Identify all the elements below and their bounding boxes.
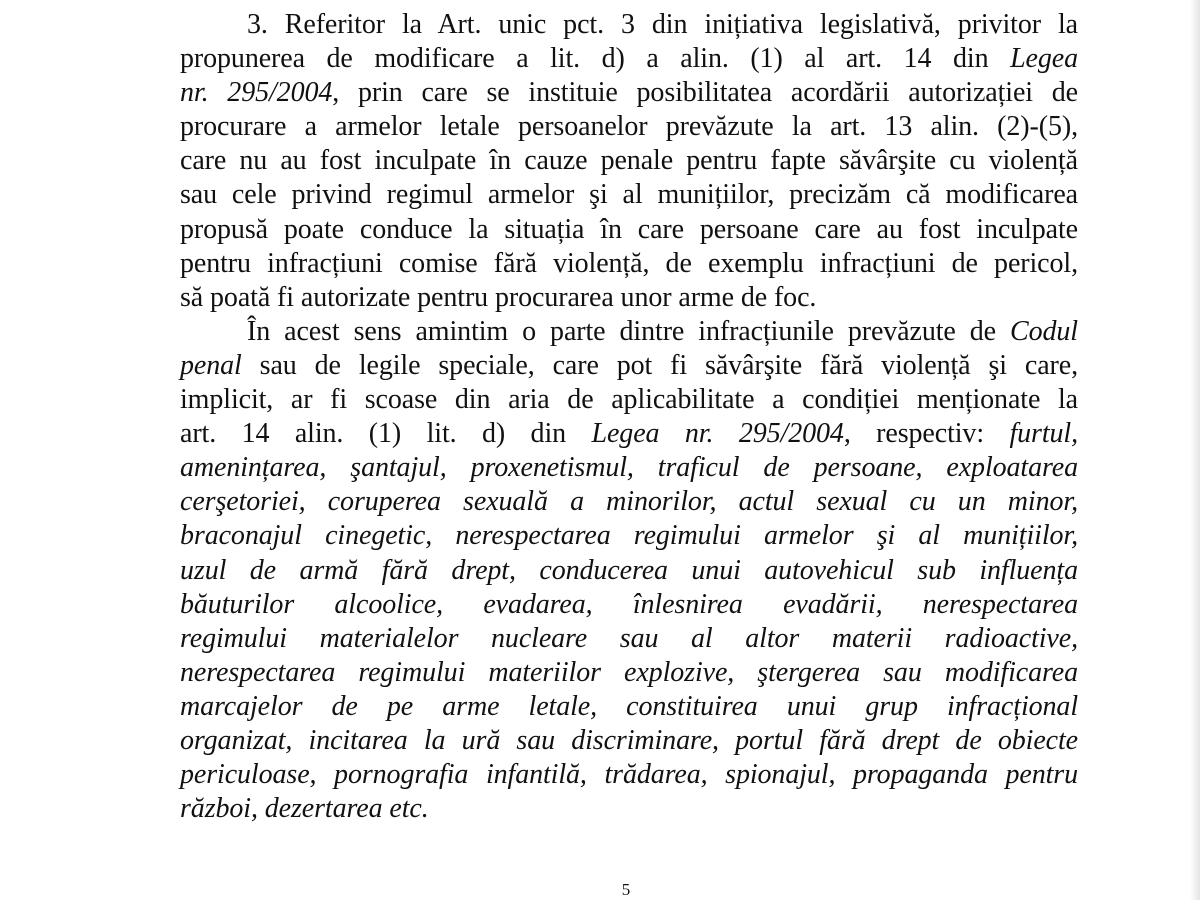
italic-text: penal [180, 349, 242, 381]
italic-text: băuturilor alcoolice, evadarea, înlesnirea evadării, nerespectarea [180, 588, 1078, 620]
italic-text: marcajelor de pe arme letale, constituirea unui grup infracțional [180, 690, 1078, 722]
text-line [180, 383, 1078, 417]
text-run: 3. Referitor la Art. unic pct. 3 din inițiativa legislativă, privitor la [247, 9, 1078, 40]
italic-text: cerşetoriei, coruperea sexuală a minorilor, actul sexual cu un minor, [180, 486, 1078, 518]
text-line [180, 656, 1078, 690]
italic-text: nr. 295/2004 [180, 77, 333, 109]
italic-text: periculoase, pornografia infantilă, trădarea, spionajul, propaganda pentru [180, 759, 1078, 791]
text-run: propusă poate conduce la situația în care persoane care au fost inculpate [180, 213, 1078, 245]
italic-text: amenințarea, şantajul, proxenetismul, traficul de persoane, exploatarea [180, 452, 1078, 484]
text-line [180, 110, 1078, 144]
text-run: pentru infracțiuni comise fără violență, de exemplu infracțiuni de pericol, [180, 247, 1078, 279]
text-line [180, 76, 1078, 110]
document-body [180, 8, 1078, 826]
text-line [180, 315, 1078, 349]
text-run: propunerea de modificare a lit. d) a alin. (1) al art. 14 din [180, 43, 1011, 75]
italic-text: regimului materialelor nucleare sau al altor materii radioactive, [180, 622, 1078, 654]
text-run: sau cele privind regimul armelor şi al munițiilor, precizăm că modificarea [180, 179, 1078, 211]
italic-text: uzul de armă fără drept, conducerea unui autovehicul sub influența [180, 554, 1078, 586]
italic-text: furtul, [1009, 418, 1079, 450]
italic-text: nerespectarea regimului materiilor explozive, ştergerea sau modificarea [180, 656, 1078, 688]
text-run: implicit, ar fi scoase din aria de aplicabilitate a condiției menționate la [180, 384, 1078, 416]
text-run: care nu au fost inculpate în cauze penale pentru fapte săvârşite cu violență [180, 145, 1078, 177]
paragraph-1 [180, 8, 1078, 315]
text-line [180, 519, 1078, 553]
text-run: procurare a armelor letale persoanelor prevăzute la art. 13 alin. (2)-(5), [180, 111, 1078, 143]
text-line [180, 8, 1078, 42]
text-run: , respectiv: [843, 418, 1010, 450]
text-line [180, 42, 1078, 76]
italic-text: organizat, incitarea la ură sau discriminare, portul fără drept de obiecte [180, 724, 1078, 756]
text-line [180, 554, 1078, 588]
text-line [180, 724, 1078, 758]
italic-text: braconajul cinegetic, nerespectarea regimului armelor şi al munițiilor, [180, 520, 1078, 552]
text-line [180, 622, 1078, 656]
text-run: , prin care se instituie posibilitatea acordării autorizației de [332, 77, 1079, 109]
text-line [180, 213, 1078, 247]
text-line [180, 178, 1078, 212]
text-run: sau de legile speciale, care pot fi săvârşite fără violență şi care, [241, 349, 1078, 381]
text-run: să poată fi autorizate pentru procurarea unor arme de foc. [180, 281, 817, 313]
page-number: 5 [621, 880, 631, 899]
paragraph-2 [180, 315, 1078, 826]
text-line [180, 144, 1078, 178]
text-line [180, 281, 1078, 315]
text-line [180, 588, 1078, 622]
text-line [180, 247, 1078, 281]
italic-text: Legea [1010, 43, 1078, 75]
text-line [180, 485, 1078, 519]
text-line [180, 417, 1078, 451]
italic-text: război, dezertarea etc. [180, 793, 429, 825]
text-run: În acest sens amintim o parte dintre infracțiunile prevăzute de [247, 315, 1011, 347]
italic-text: Codul [1010, 315, 1078, 347]
text-line [180, 451, 1078, 485]
text-line [180, 690, 1078, 724]
page-edge-shadow [1190, 0, 1200, 900]
text-line [180, 349, 1078, 383]
text-line [180, 792, 1078, 826]
text-line [180, 758, 1078, 792]
text-run: art. 14 alin. (1) lit. d) din [180, 418, 592, 450]
italic-text: Legea nr. 295/2004 [591, 418, 844, 450]
